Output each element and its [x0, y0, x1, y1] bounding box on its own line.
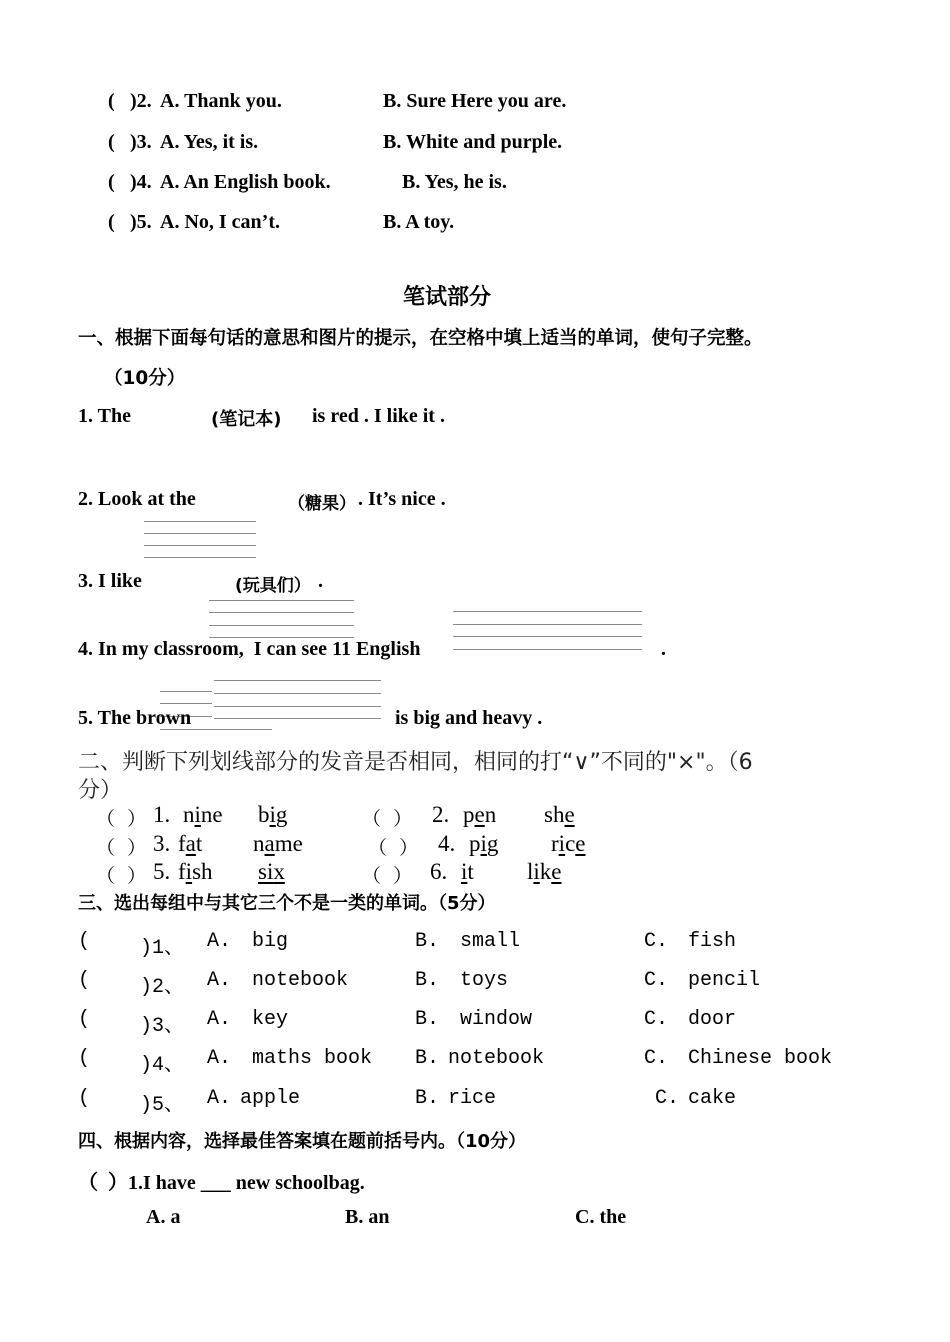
- fill-item-4-prefix: 4. In my classroom, I can see 11 English: [78, 638, 421, 660]
- option-b: small: [460, 930, 521, 953]
- section-1-score: （10分）: [104, 368, 186, 389]
- answer-paren: (: [78, 1087, 91, 1110]
- section-3-heading: 三、选出每组中与其它三个不是一类的单词。（5分）: [78, 893, 496, 914]
- answer-line: [453, 649, 642, 650]
- option-b-label: B.: [415, 930, 440, 953]
- fill-item-2-hint: （糖果）: [288, 494, 356, 514]
- option-a: A. No, I can’t.: [160, 211, 280, 233]
- option-b: notebook: [448, 1047, 545, 1070]
- option-c-label: C.: [644, 1047, 669, 1070]
- fill-item-2-suffix: . It’s nice .: [358, 488, 446, 510]
- option-b: B. an: [345, 1206, 390, 1228]
- answer-paren: (: [108, 131, 115, 153]
- question-number: )1、: [140, 937, 185, 960]
- option-c-label: C.: [644, 930, 669, 953]
- question-number: )3、: [140, 1015, 185, 1038]
- section-2-heading-line1: 二、判断下列划线部分的发音是否相同，相同的打“∨”不同的"×"。（6: [78, 750, 753, 775]
- answer-line: [453, 611, 642, 612]
- option-c: door: [688, 1008, 737, 1031]
- item-number: 2.: [432, 802, 450, 827]
- option-b: window: [460, 1008, 533, 1031]
- question-number: )4、: [140, 1054, 185, 1077]
- option-b: rice: [448, 1087, 497, 1110]
- answer-line: [214, 680, 381, 681]
- item-number: 3.: [153, 831, 171, 856]
- answer-paren: (: [108, 211, 115, 233]
- question-number: )3.: [130, 131, 152, 153]
- word-fat: fat: [178, 831, 203, 856]
- fill-item-5-prefix: 5. The brown: [78, 707, 192, 729]
- option-b-label: B.: [415, 1047, 440, 1070]
- question-number: )5、: [140, 1094, 185, 1117]
- answer-line: [144, 521, 256, 522]
- item-number: 6.: [430, 859, 448, 884]
- word-she: she: [544, 802, 575, 827]
- answer-paren: （ ）: [96, 808, 147, 830]
- item-number: 5.: [153, 859, 171, 884]
- option-a-label: A.: [207, 1047, 232, 1070]
- word-big: big: [258, 802, 288, 827]
- fill-item-2-prefix: 2. Look at the: [78, 488, 196, 510]
- option-b-label: B.: [415, 1008, 440, 1031]
- answer-paren: （ ）: [362, 865, 413, 887]
- option-c: Chinese book: [688, 1047, 833, 1070]
- answer-paren: （ ）: [362, 808, 413, 830]
- answer-line: [144, 533, 256, 534]
- option-a-label: A.: [207, 1008, 232, 1031]
- section-1-heading: 一、根据下面每句话的意思和图片的提示，在空格中填上适当的单词，使句子完整。: [78, 328, 763, 349]
- answer-line: [453, 624, 642, 625]
- fill-item-3-hint: (玩具们）: [235, 576, 311, 596]
- option-a: A. Yes, it is.: [160, 131, 259, 153]
- option-a: maths book: [252, 1047, 373, 1070]
- section-2-heading-line2: 分）: [78, 778, 123, 803]
- option-a: A. a: [146, 1206, 181, 1228]
- option-c-label: C.: [644, 1008, 669, 1031]
- option-a-label: A.: [207, 930, 232, 953]
- fill-item-4-suffix: .: [661, 638, 666, 660]
- answer-line: [160, 703, 212, 704]
- answer-line: [214, 693, 381, 694]
- option-a: key: [252, 1008, 289, 1031]
- item-number: 1.: [153, 802, 171, 827]
- answer-line: [214, 706, 381, 707]
- word-pen: pen: [463, 802, 497, 827]
- option-b-label: B.: [415, 969, 440, 992]
- option-b-label: B.: [415, 1087, 440, 1110]
- word-it: it: [461, 859, 474, 884]
- option-c: C. the: [575, 1206, 627, 1228]
- option-b: B. Yes, he is.: [402, 171, 507, 193]
- word-rice: rice: [551, 831, 586, 856]
- word-pig: pig: [469, 831, 499, 856]
- option-a: A. An English book.: [160, 171, 331, 193]
- option-c: pencil: [688, 969, 761, 992]
- fill-item-3-suffix: .: [318, 570, 323, 592]
- fill-item-1-prefix: 1. The: [78, 405, 131, 427]
- question-number: )2、: [140, 976, 185, 999]
- option-a: apple: [240, 1087, 301, 1110]
- answer-line: [209, 612, 354, 613]
- word-nine: nine: [183, 802, 223, 827]
- answer-line: [453, 636, 642, 637]
- answer-paren: （ ）: [96, 865, 147, 887]
- question-number: )4.: [130, 171, 152, 193]
- answer-paren: (: [108, 171, 115, 193]
- answer-paren: (: [78, 969, 91, 992]
- fill-item-3-prefix: 3. I like: [78, 570, 142, 592]
- option-a: big: [252, 930, 289, 953]
- option-a-label: A.: [207, 969, 232, 992]
- question-number: )2.: [130, 90, 152, 112]
- item-number: 4.: [438, 831, 456, 856]
- answer-paren: （ ）: [96, 837, 147, 859]
- option-b: B. A toy.: [383, 211, 455, 233]
- option-a: A. Thank you.: [160, 90, 282, 112]
- word-six: six: [258, 859, 285, 884]
- answer-line: [214, 718, 381, 719]
- option-b: B. White and purple.: [383, 131, 563, 153]
- written-part-title: 笔试部分: [403, 285, 492, 310]
- option-c: fish: [688, 930, 737, 953]
- answer-line: [144, 557, 256, 558]
- word-like: like: [527, 859, 562, 884]
- option-c: cake: [688, 1087, 737, 1110]
- answer-line: [209, 625, 354, 626]
- option-c-label: C.: [644, 969, 669, 992]
- question-number: )5.: [130, 211, 152, 233]
- option-a: notebook: [252, 969, 349, 992]
- word-name: name: [253, 831, 303, 856]
- option-b: toys: [460, 969, 509, 992]
- answer-paren: （ ）: [368, 837, 419, 859]
- answer-paren: (: [108, 90, 115, 112]
- option-a-label: A.: [207, 1087, 232, 1110]
- answer-line: [160, 691, 212, 692]
- fill-item-1-hint: (笔记本): [211, 409, 282, 430]
- word-fish: fish: [178, 859, 213, 884]
- option-b: B. Sure Here you are.: [383, 90, 567, 112]
- fill-item-1-suffix: is red . I like it .: [312, 405, 445, 427]
- question-1: （ ）1.I have ___ new schoolbag.: [78, 1172, 365, 1194]
- answer-line: [209, 600, 354, 601]
- section-4-heading: 四、根据内容，选择最佳答案填在题前括号内。（10分）: [78, 1131, 527, 1152]
- answer-paren: (: [78, 1008, 91, 1031]
- answer-line: [144, 545, 256, 546]
- option-c-label: C.: [655, 1087, 680, 1110]
- answer-paren: (: [78, 930, 91, 953]
- fill-item-5-suffix: is big and heavy .: [395, 707, 543, 729]
- answer-paren: (: [78, 1047, 91, 1070]
